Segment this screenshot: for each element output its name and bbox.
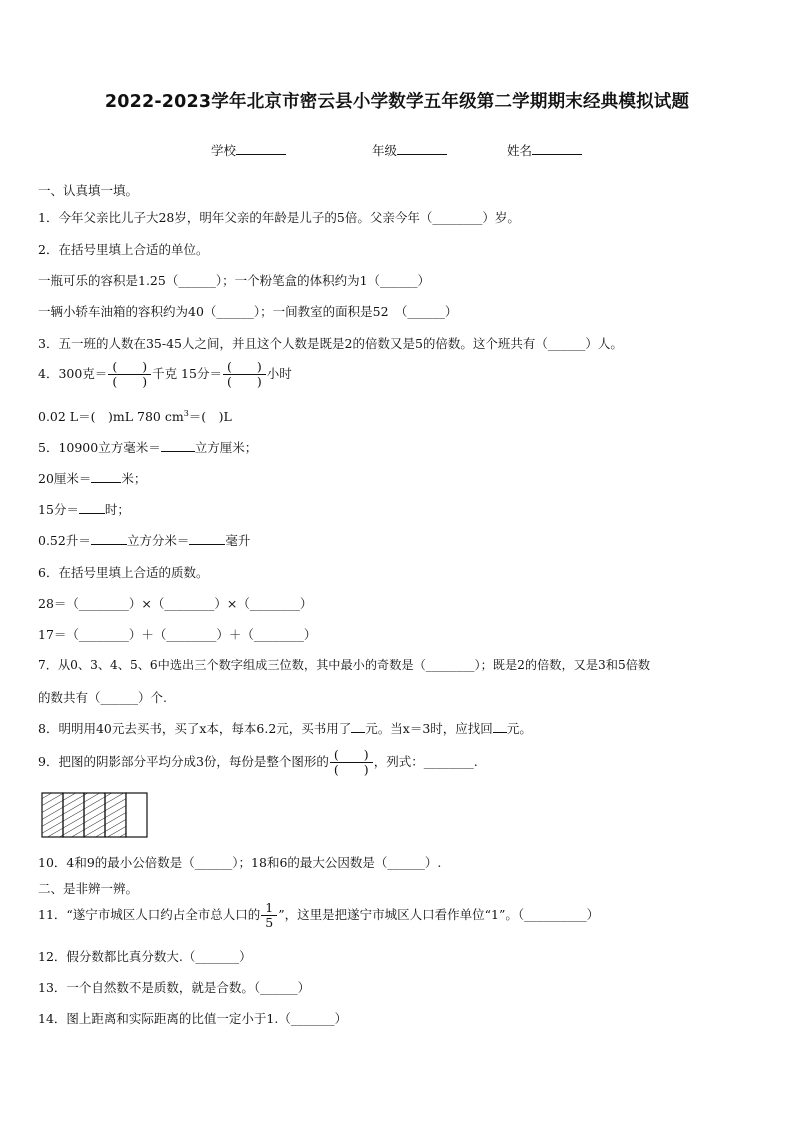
- question-4: [38, 360, 292, 389]
- q4-mid: 千克 15分＝: [152, 366, 222, 381]
- question-2-line-a: 一瓶可乐的容积是1.25（______）；一个粉笔盒的体积约为1（______）: [38, 273, 431, 288]
- q4-fraction-hour: $\frac{( )}{( )}$: [223, 360, 266, 389]
- name-field: [507, 141, 582, 159]
- question-5-line-2: 20厘米＝ 米；: [38, 471, 147, 486]
- shaded-cell: [105, 793, 126, 837]
- q5-blank-2[interactable]: [91, 470, 121, 483]
- school-blank[interactable]: [236, 141, 286, 155]
- question-2-line-b: 一辆小轿车油箱的容积约为40（______）；一间教室的面积是52 （______）: [38, 304, 458, 319]
- school-field: [211, 141, 286, 159]
- grade-field: [372, 141, 447, 159]
- question-3: 3．五一班的人数在35-45人之间，并且这个人数是既是2的倍数又是5的倍数。这个班共有（______）人。: [38, 336, 623, 351]
- name-label: 姓名: [507, 143, 533, 158]
- shaded-cell: [42, 793, 63, 837]
- section-2-heading: 二、是非辨一辨。: [38, 881, 139, 896]
- shaded-cell: [63, 793, 84, 837]
- q4-suffix: 小时: [266, 366, 292, 381]
- page-title: 2022-2023学年北京市密云县小学数学五年级第二学期期末经典模拟试题: [104, 92, 690, 112]
- question-8: 8．明明用40元去买书，买了x本，每本6.2元，买书用了 元。当x＝3时，应找回 元。: [38, 721, 532, 736]
- question-11: 11．“遂宁市城区人口约占全市总人口的 $\frac{1}{5}$ ”，这里是把遂宁市城区人口看作单位“1”。（__________）: [38, 900, 600, 930]
- question-6: 6．在括号里填上合适的质数。: [38, 565, 209, 580]
- question-6-line-b: 17＝（________）＋（________）＋（________）: [38, 627, 317, 642]
- question-7-continued: 的数共有（______）个.: [38, 690, 167, 705]
- school-label: 学校: [211, 143, 237, 158]
- question-4-line-2: 0.02 L＝( )mL 780 $cm^3=$( )L: [38, 409, 232, 424]
- q8-blank-1[interactable]: [351, 720, 365, 733]
- q9-fraction: $\frac{( )}{( )}$: [330, 748, 373, 777]
- question-10: 10．4和9的最小公倍数是（______）；18和6的最大公因数是（______）.: [38, 855, 442, 870]
- grade-blank[interactable]: [397, 141, 447, 155]
- section-1-heading: 一、认真填一填。: [38, 183, 139, 198]
- question-7: 7．从0、3、4、5、6中选出三个数字组成三位数，其中最小的奇数是（________）；既是2的倍数，又是3和5倍数: [38, 658, 651, 672]
- q5-blank-3[interactable]: [79, 501, 105, 514]
- question-5-line-4: 0.52升＝ 立方分米＝ 毫升: [38, 533, 251, 548]
- name-blank[interactable]: [532, 141, 582, 155]
- shaded-cell: [84, 793, 105, 837]
- question-6-line-a: 28＝（________）×（________）×（________）: [38, 596, 313, 611]
- shaded-rectangle-figure: [41, 792, 149, 838]
- q8-blank-2[interactable]: [493, 720, 507, 733]
- q4-fraction-kg: $\frac{( )}{( )}$: [108, 360, 151, 389]
- question-12: 12．假分数都比真分数大.（_______）: [38, 949, 252, 964]
- question-9: 9．把图的阴影部分平均分成3份，每份是整个图形的 $\frac{( )}{( )}$ ，列式：________.: [38, 747, 478, 777]
- question-14: 14．图上距离和实际距离的比值一定小于1.（_______）: [38, 1011, 348, 1026]
- q4-prefix: 4．300克＝: [38, 366, 108, 381]
- q5-blank-4[interactable]: [91, 532, 127, 545]
- q11-fraction: $\frac{1}{5}$: [261, 901, 277, 930]
- q5-blank-1[interactable]: [161, 439, 195, 452]
- question-13: 13．一个自然数不是质数，就是合数。（______）: [38, 980, 311, 995]
- question-1: 1．今年父亲比儿子大28岁，明年父亲的年龄是儿子的5倍。父亲今年（________）岁。: [38, 210, 520, 225]
- empty-cell: [126, 793, 147, 837]
- question-5-line-1: 5．10900立方毫米＝ 立方厘米；: [38, 440, 258, 455]
- question-2: 2．在括号里填上合适的单位。: [38, 242, 209, 257]
- question-5-line-3: 15分＝ 时；: [38, 502, 130, 517]
- q5-blank-5[interactable]: [189, 532, 225, 545]
- grade-label: 年级: [372, 143, 398, 158]
